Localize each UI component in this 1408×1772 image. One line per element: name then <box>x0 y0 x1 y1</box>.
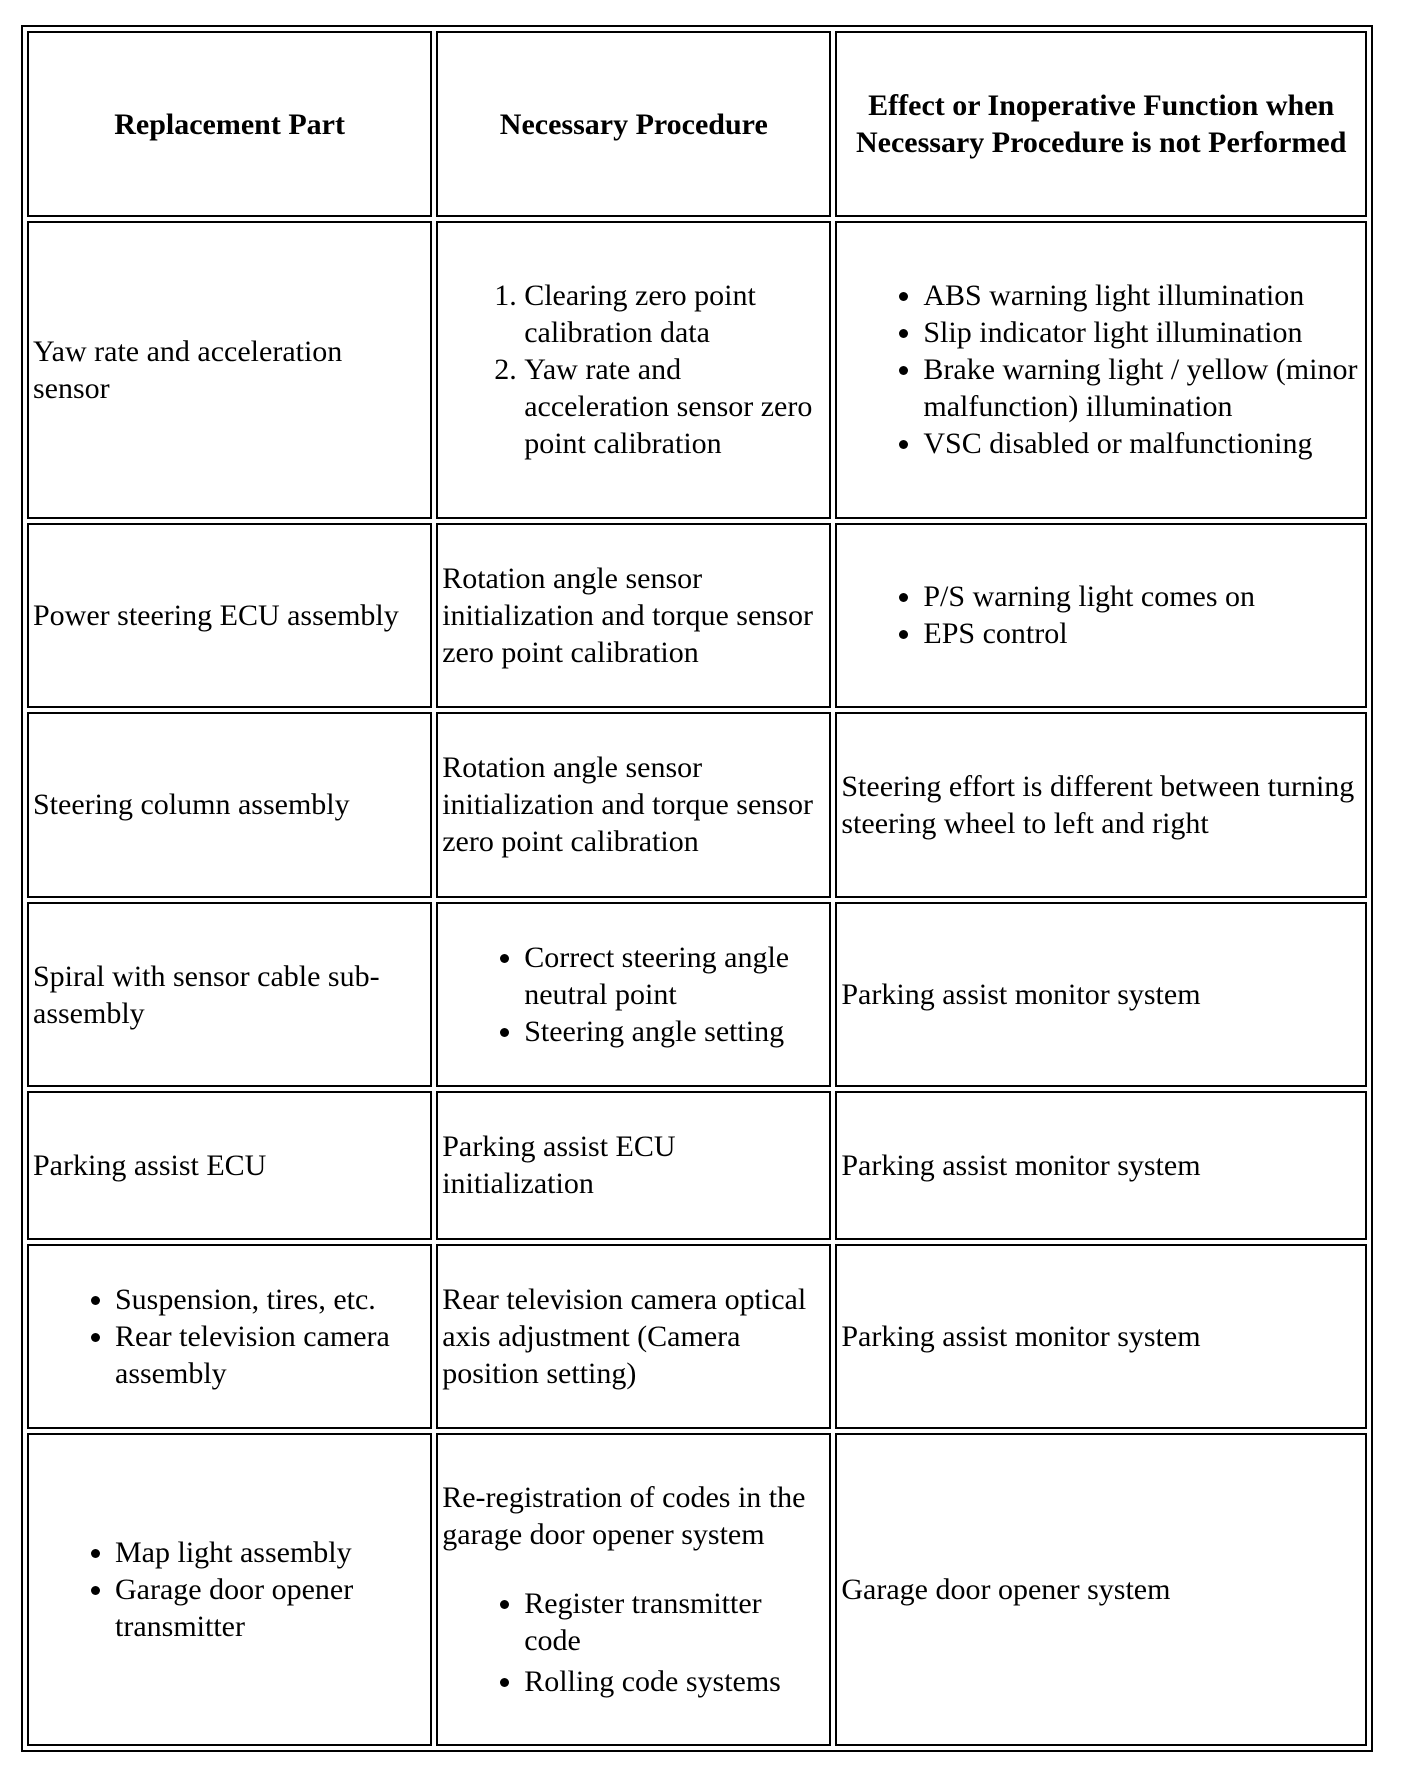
effect-list <box>841 277 1361 462</box>
replacement-part-text: Yaw rate and acceleration sensor <box>33 334 343 405</box>
effect-list <box>841 578 1361 652</box>
replacement-procedures-table-frame <box>21 25 1373 1752</box>
header-effect-or-inoperative-function: Effect or Inoperative Function when Necessary Procedure is not Performed <box>835 31 1367 217</box>
effect-item: • EPS control <box>923 615 1361 652</box>
table-row <box>27 1244 1367 1430</box>
replacement-part-text: Steering column assembly <box>33 788 350 822</box>
procedure-text: Rotation angle sensor initialization and torque sensor zero point calibration <box>442 561 813 669</box>
procedure-item: • Rolling code systems <box>524 1663 825 1700</box>
procedure-item: • Correct steering angle neutral point <box>524 939 825 1013</box>
effect-text: Parking assist monitor system <box>841 1148 1201 1182</box>
procedure-steps-list <box>442 277 825 462</box>
table-row <box>27 712 1367 898</box>
replacement-part-item: • Rear television camera assembly <box>115 1318 426 1392</box>
procedure-cell <box>436 712 831 898</box>
replacement-part-text: Parking assist ECU <box>33 1148 267 1182</box>
effect-text: Steering effort is different between turning steering wheel to left and right <box>841 769 1355 840</box>
effect-item: • P/S warning light comes on <box>923 578 1361 615</box>
replacement-part-cell <box>27 1091 432 1239</box>
effect-cell <box>835 712 1367 898</box>
table-row <box>27 902 1367 1088</box>
effect-item: • ABS warning light illumination <box>923 277 1361 314</box>
replacement-procedures-table <box>23 27 1371 1750</box>
effect-cell <box>835 902 1367 1088</box>
procedure-item: • Register transmitter code <box>524 1585 825 1659</box>
procedure-step: 1. Clearing zero point calibration data <box>524 277 825 351</box>
procedure-list <box>442 1585 825 1700</box>
replacement-part-list <box>33 1281 426 1392</box>
procedure-item: • Steering angle setting <box>524 1013 825 1050</box>
replacement-part-text: Spiral with sensor cable sub-assembly <box>33 959 380 1030</box>
table-header-row <box>27 31 1367 217</box>
effect-cell <box>835 221 1367 519</box>
effect-cell <box>835 1244 1367 1430</box>
effect-cell <box>835 523 1367 709</box>
replacement-part-cell <box>27 902 432 1088</box>
procedure-list <box>442 939 825 1050</box>
replacement-part-item: • Garage door opener transmitter <box>115 1571 426 1645</box>
effect-text: Parking assist monitor system <box>841 1319 1201 1353</box>
table-row <box>27 1091 1367 1239</box>
header-necessary-procedure: Necessary Procedure <box>436 31 831 217</box>
replacement-part-item: • Map light assembly <box>115 1534 426 1571</box>
procedure-step: 2. Yaw rate and acceleration sensor zero point calibration <box>524 351 825 462</box>
replacement-part-cell <box>27 1433 432 1746</box>
table-row <box>27 221 1367 519</box>
procedure-text: Rear television camera optical axis adjustment (Camera position setting) <box>442 1282 807 1390</box>
replacement-part-list <box>33 1534 426 1645</box>
procedure-cell <box>436 1091 831 1239</box>
effect-text: Parking assist monitor system <box>841 978 1201 1012</box>
procedure-text: Parking assist ECU initialization <box>442 1130 676 1201</box>
replacement-part-item: • Suspension, tires, etc. <box>115 1281 426 1318</box>
effect-item: • Brake warning light / yellow (minor malfunction) illumination <box>923 351 1361 425</box>
replacement-part-cell <box>27 1244 432 1430</box>
effect-text: Garage door opener system <box>841 1573 1171 1607</box>
effect-item: • VSC disabled or malfunctioning <box>923 425 1361 462</box>
procedure-cell <box>436 1244 831 1430</box>
procedure-text: Rotation angle sensor initialization and torque sensor zero point calibration <box>442 751 813 859</box>
table-row <box>27 1433 1367 1746</box>
replacement-part-cell <box>27 712 432 898</box>
replacement-part-cell <box>27 221 432 519</box>
replacement-part-cell <box>27 523 432 709</box>
effect-item: • Slip indicator light illumination <box>923 314 1361 351</box>
procedure-text: Re-registration of codes in the garage door opener system <box>442 1481 806 1552</box>
procedure-cell <box>436 221 831 519</box>
procedure-cell <box>436 1433 831 1746</box>
header-replacement-part: Replacement Part <box>27 31 432 217</box>
procedure-cell <box>436 902 831 1088</box>
effect-cell <box>835 1433 1367 1746</box>
procedure-cell <box>436 523 831 709</box>
table-row <box>27 523 1367 709</box>
effect-cell <box>835 1091 1367 1239</box>
replacement-part-text: Power steering ECU assembly <box>33 598 399 632</box>
